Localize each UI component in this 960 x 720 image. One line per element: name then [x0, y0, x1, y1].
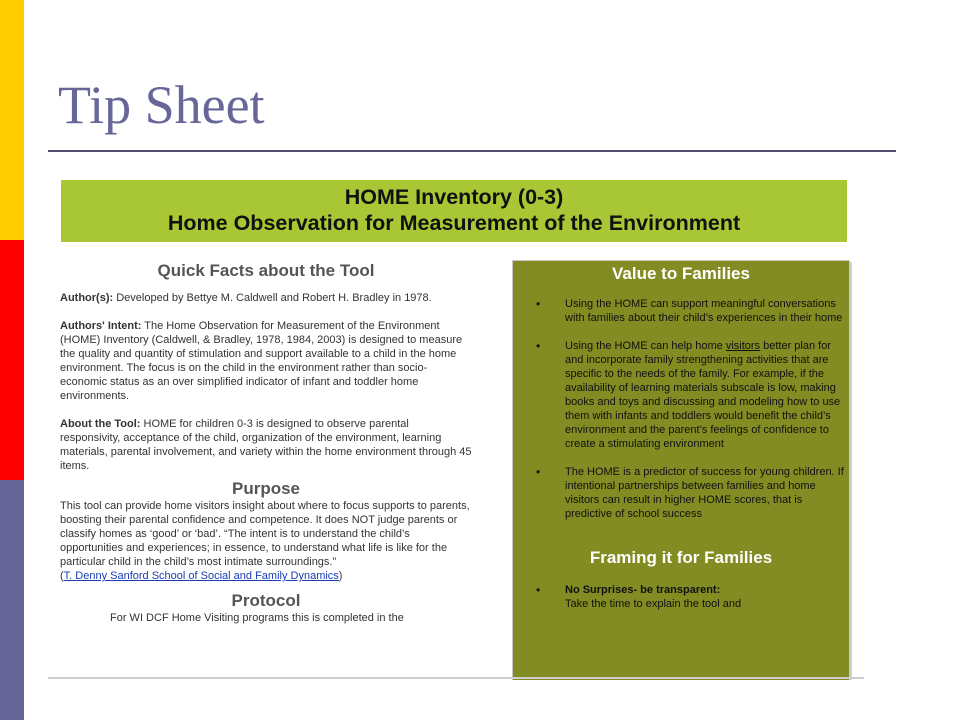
about-paragraph: [60, 417, 472, 473]
value-bullet-2-rest: better plan for and incorporate family strengthening activities that are specific to the needs of the family. For example, if the availability of learning materials subscale is low, making books and toys and discussing and modeling how to use them with infants and toddlers would benefit the child’s environment and the parent’s feelings of confidence to create a stimulating environment: [565, 340, 841, 450]
framing-bullet-1-label: No Surprises- be transparent:: [565, 584, 721, 596]
protocol-heading: Protocol: [231, 591, 301, 610]
value-list: [513, 297, 849, 521]
protocol-paragraph: For WI DCF Home Visiting programs this is completed in the: [110, 612, 404, 624]
authors-label: Author(s):: [60, 292, 114, 304]
document-bottom-edge: [48, 677, 864, 679]
purpose-paragraph: This tool can provide home visitors insight about where to focus supports to parents, boosting their parental confidence and competence. It does NOT judge parents or classify homes as ‘good’ or ‘bad’. “The intent is to understand the child’s opportunities and experiences; in essence, to understand what life is like for the particular child in the child’s most intimate surroundings.” (T. Denny Sanford School of Social and Family Dynamics): [60, 500, 470, 582]
intent-text: The Home Observation for Measurement of the Environment (HOME) Inventory (Caldwell, & Bradley, 1978, 1984, 2003) is designed to measure the quality and quantity of stimulation and support available to a child in the home environment. The focus is on the child in the environment rather than socio-economic status as an over simplified indicator of infant and toddler home environments.: [60, 320, 463, 402]
framing-list: [513, 583, 849, 611]
authors-text: Developed by Bettye M. Caldwell and Robert H. Bradley in 1978.: [113, 292, 432, 304]
value-bullet-2: [513, 339, 849, 451]
intent-label: Authors' Intent:: [60, 320, 142, 332]
framing-heading: Framing it for Families: [589, 548, 773, 567]
authors-paragraph: [60, 291, 472, 305]
accent-bar-purple: [0, 480, 24, 720]
framing-bullet-1: [513, 583, 849, 611]
document-banner: [61, 180, 847, 242]
value-bullet-3: • The HOME is a predictor of success for young children. If intentional partnerships between families and home visitors can result in higher HOME scores, that is predictive of school success: [513, 465, 849, 521]
quick-facts-column: [60, 260, 472, 625]
accent-bar-yellow: [0, 0, 24, 240]
purpose-heading: Purpose: [231, 479, 301, 498]
intent-paragraph: [60, 319, 472, 403]
value-bullet-2-start: Using the HOME can help home: [565, 340, 726, 352]
purpose-text: This tool can provide home visitors insight about where to focus supports to parents, boosting their parental confidence and competence. It does NOT judge parents or classify homes as ‘good’ or ‘bad’. “The intent is to understand the child’s opportunities and experiences; in essence, to understand what life is like for the particular child in the child’s most intimate surroundings.”: [60, 500, 470, 568]
slide-title: Tip Sheet: [58, 75, 265, 135]
quick-facts-heading: Quick Facts about the Tool: [157, 261, 375, 280]
accent-bar-red: [0, 240, 24, 480]
banner-subtitle: Home Observation for Measurement of the Environment: [167, 211, 741, 235]
value-bullet-1: • Using the HOME can support meaningful conversations with families about their child’s experiences in their home: [513, 297, 849, 325]
about-text: HOME for children 0-3 is designed to observe parental responsivity, acceptance of the child, organization of the environment, learning materials, parental involvement, and variety within the home environment through 45 items.: [60, 418, 472, 472]
value-to-families-panel: [512, 260, 850, 680]
purpose-source-link[interactable]: T. Denny Sanford School of Social and Family Dynamics: [63, 570, 339, 582]
title-divider: [48, 150, 896, 152]
value-bullet-2-underlined: visitors: [725, 340, 761, 352]
value-heading: Value to Families: [612, 264, 750, 283]
about-label: About the Tool:: [60, 418, 141, 430]
banner-title: HOME Inventory (0-3): [344, 185, 564, 209]
framing-bullet-1-text: Take the time to explain the tool and: [565, 598, 742, 610]
tip-sheet-document: [48, 160, 864, 680]
